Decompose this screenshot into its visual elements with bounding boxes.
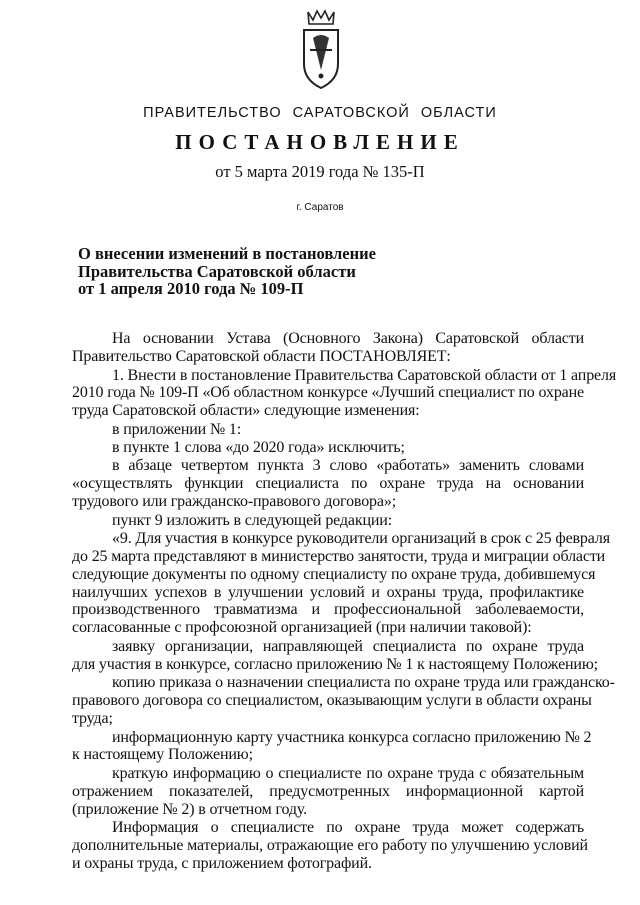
body-line: (приложение № 2) в отчетном году. bbox=[72, 800, 307, 818]
body-line: пункт 9 изложить в следующей редакции: bbox=[112, 511, 393, 529]
title-line: О внесении изменений в постановление bbox=[78, 244, 376, 263]
body-line: «9. Для участия в конкурсе руководители организаций в срок с 25 февраля bbox=[112, 530, 610, 548]
document-city: г. Саратов bbox=[296, 202, 344, 213]
body-line: к настоящему Положению; bbox=[72, 746, 253, 764]
body-line: в пункте 1 слова «до 2020 года» исключить; bbox=[112, 438, 405, 456]
body-line: краткую информацию о специалисте по охране труда с обязательным bbox=[112, 765, 584, 782]
body-line: информационную карту участника конкурса согласно приложению № 2 bbox=[112, 728, 592, 746]
body-line: следующие документы по одному специалисту по охране труда, добившемуся bbox=[72, 565, 596, 583]
body-line: и охраны труда, с приложением фотографий. bbox=[72, 854, 372, 872]
document-title bbox=[78, 245, 376, 298]
body-line: Правительство Саратовской области ПОСТАНОВЛЯЕТ: bbox=[72, 347, 451, 365]
body-line: до 25 марта представляют в министерство занятости, труда и миграции области bbox=[72, 548, 606, 565]
document-body bbox=[72, 330, 617, 873]
coat-of-arms-emblem bbox=[298, 8, 344, 90]
document-type: ПОСТАНОВЛЕНИЕ bbox=[175, 130, 465, 154]
body-line: отражением показателей, предусмотренных информационной картой bbox=[72, 782, 584, 800]
body-line: 1. Внести в постановление Правительства Саратовской области от 1 апреля bbox=[112, 366, 617, 384]
body-line: наилучших успехов в улучшении условий и охраны труда, профилактике bbox=[72, 583, 584, 601]
body-line: согласованные с профсоюзной организацией (при наличии таковой): bbox=[72, 619, 532, 636]
body-line: трудового или гражданско-правового договора»; bbox=[72, 492, 397, 510]
body-line: производственного травматизма и профессиональной заболеваемости, bbox=[72, 601, 584, 619]
body-line: Информация о специалисте по охране труда может содержать bbox=[112, 819, 584, 837]
organization-name: ПРАВИТЕЛЬСТВО САРАТОВСКОЙ ОБЛАСТИ bbox=[143, 105, 497, 121]
document-date-number: от 5 марта 2019 года № 135-П bbox=[215, 162, 425, 181]
title-line: Правительства Саратовской области bbox=[78, 261, 356, 281]
body-line: 2010 года № 109-П «Об областном конкурсе «Лучший специалист по охране bbox=[72, 384, 584, 402]
body-line: труда Саратовской области» следующие изменения: bbox=[72, 402, 420, 419]
body-line: На основании Устава (Основного Закона) Саратовской области bbox=[112, 330, 584, 347]
body-line: труда; bbox=[72, 709, 113, 727]
body-line: в приложении № 1: bbox=[112, 420, 242, 438]
body-line: «осуществлять функции специалиста по охране труда на основании bbox=[72, 475, 584, 492]
title-line: от 1 апреля 2010 года № 109-П bbox=[78, 279, 304, 299]
body-line: в абзаце четвертом пункта 3 слово «работать» заменить словами bbox=[112, 457, 584, 475]
body-line: правового договора со специалистом, оказывающим услуги в области охраны bbox=[72, 692, 592, 709]
body-line: для участия в конкурсе, согласно приложению № 1 к настоящему Положению; bbox=[72, 655, 598, 673]
body-line: заявку организации, направляющей специалиста по охране труда bbox=[112, 637, 584, 655]
body-line: копию приказа о назначении специалиста по охране труда или гражданско- bbox=[112, 674, 615, 692]
body-line: дополнительные материалы, отражающие его работу по улучшению условий bbox=[72, 837, 588, 854]
